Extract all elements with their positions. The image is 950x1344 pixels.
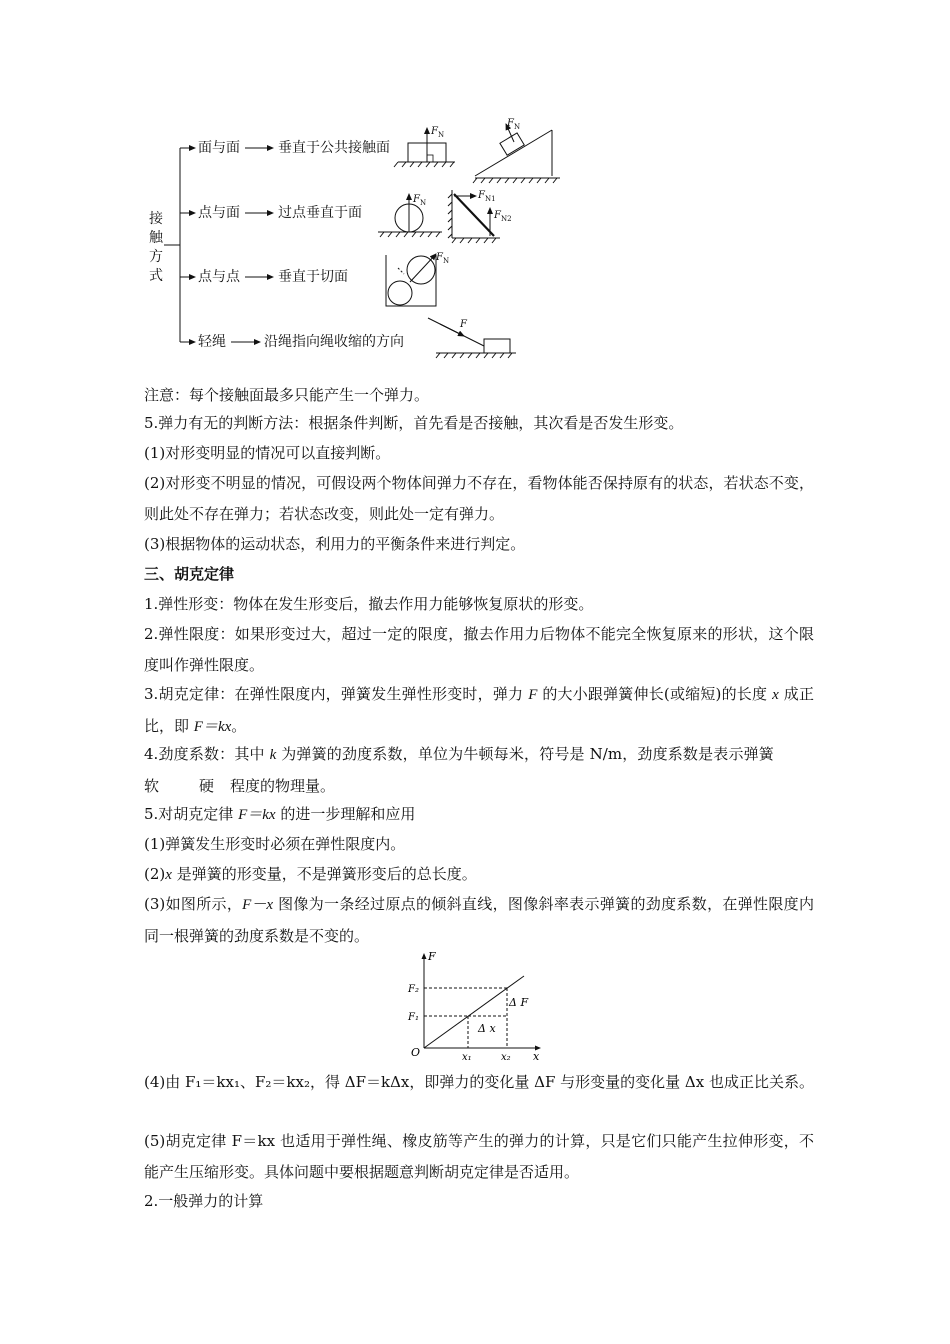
tick-label-x1: x₁	[462, 1052, 472, 1063]
paragraph: (3)如图所示，F－x 图像为一条经过原点的倾斜直线，图像斜率表示弹簧的劲度系数，在弹性限度内同一根弹簧的劲度系数是不变的。	[144, 895, 814, 945]
force-label: $F_{N2}$	[494, 210, 512, 223]
tick-label-f1: F₁	[408, 1012, 419, 1023]
row3-type: 点与点	[198, 269, 240, 285]
row2-type: 点与面	[198, 205, 240, 221]
paragraph: 5.弹力有无的判断方法：根据条件判断，首先看是否接触，其次看是否发生形变。	[144, 414, 684, 432]
force-label: $F_{N1}$	[478, 190, 496, 203]
paragraph: (4)由 F₁＝kx₁、F₂＝kx₂，得 ΔF＝kΔx，即弹力的变化量 ΔF 与形变量的变化量 Δx 也成正比关系。	[144, 1073, 814, 1091]
row1-rule: 垂直于公共接触面	[278, 140, 390, 156]
paragraph: (2)对形变不明显的情况，可假设两个物体间弹力不存在，看物体能否保持原有的状态，若状态不变，则此处不存在弹力；若状态改变，则此处一定有弹力。	[144, 474, 814, 523]
x-axis-label: x	[533, 1050, 540, 1063]
row4-type: 轻绳	[198, 334, 226, 350]
delta-f-label: Δ F	[509, 996, 529, 1009]
ball-on-floor-figure	[378, 194, 442, 237]
y-axis-label: F	[428, 950, 436, 963]
block-on-ground-figure	[394, 128, 455, 167]
origin-label: O	[411, 1046, 421, 1059]
two-balls-figure	[386, 254, 436, 306]
paragraph: 5.对胡克定律 F＝kx 的进一步理解和应用	[144, 805, 416, 823]
contact-method-diagram	[140, 110, 580, 360]
paragraph: (3)根据物体的运动状态，利用力的平衡条件来进行判定。	[144, 535, 526, 553]
row3-rule: 垂直于切面	[278, 269, 348, 285]
force-label: $F_N$	[436, 252, 450, 265]
tick-label-x2: x₂	[501, 1052, 511, 1063]
paragraph: 2.弹性限度：如果形变过大，超过一定的限度，撤去作用力后物体不能完全恢复原来的形状，这个限度叫作弹性限度。	[144, 625, 814, 674]
graph-svg	[400, 950, 560, 1062]
force-label: F	[460, 319, 467, 330]
row2-rule: 过点垂直于面	[278, 205, 362, 221]
force-label: $F_N$	[507, 118, 521, 131]
diagram-vertical-label: 接 触 方 式	[149, 211, 163, 284]
paragraph: 3.胡克定律：在弹性限度内，弹簧发生弹性形变时，弹力 F 的大小跟弹簧伸长(或缩短)的长度 x 成正比，即 F＝kx。	[144, 685, 814, 735]
note-line: 注意：每个接触面最多只能产生一个弹力。	[144, 386, 430, 404]
paragraph: (2)x 是弹簧的形变量，不是弹簧形变后的总长度。	[144, 865, 477, 883]
section-heading: 三、胡克定律	[144, 565, 235, 583]
paragraph: (5)胡克定律 F＝kx 也适用于弹性绳、橡皮筋等产生的弹力的计算，只是它们只能产生拉伸形变，不能产生压缩形变。具体问题中要根据题意判断胡克定律是否适用。	[144, 1132, 814, 1181]
delta-x-label: Δ x	[478, 1022, 496, 1035]
rope-block-figure	[428, 318, 516, 358]
paragraph: 1.弹性形变：物体在发生形变后，撤去作用力能够恢复原状的形变。	[144, 595, 594, 613]
paragraph: 2.一般弹力的计算	[144, 1192, 264, 1210]
row1-type: 面与面	[198, 140, 240, 156]
row4-rule: 沿绳指向绳收缩的方向	[264, 334, 404, 350]
paragraph: 4.劲度系数：其中 k 为弹簧的劲度系数，单位为牛顿每米，符号是 N/m，劲度系数是表示弹簧软 硬 程度的物理量。	[144, 745, 774, 795]
paragraph: (1)弹簧发生形变时必须在弹性限度内。	[144, 835, 406, 853]
hooke-law-graph	[400, 950, 560, 1066]
line-series	[424, 976, 524, 1048]
paragraph: (1)对形变明显的情况可以直接判断。	[144, 444, 391, 462]
tick-label-f2: F₂	[408, 984, 419, 995]
force-label: $F_N$	[431, 126, 445, 139]
force-label: $F_N$	[413, 194, 427, 207]
